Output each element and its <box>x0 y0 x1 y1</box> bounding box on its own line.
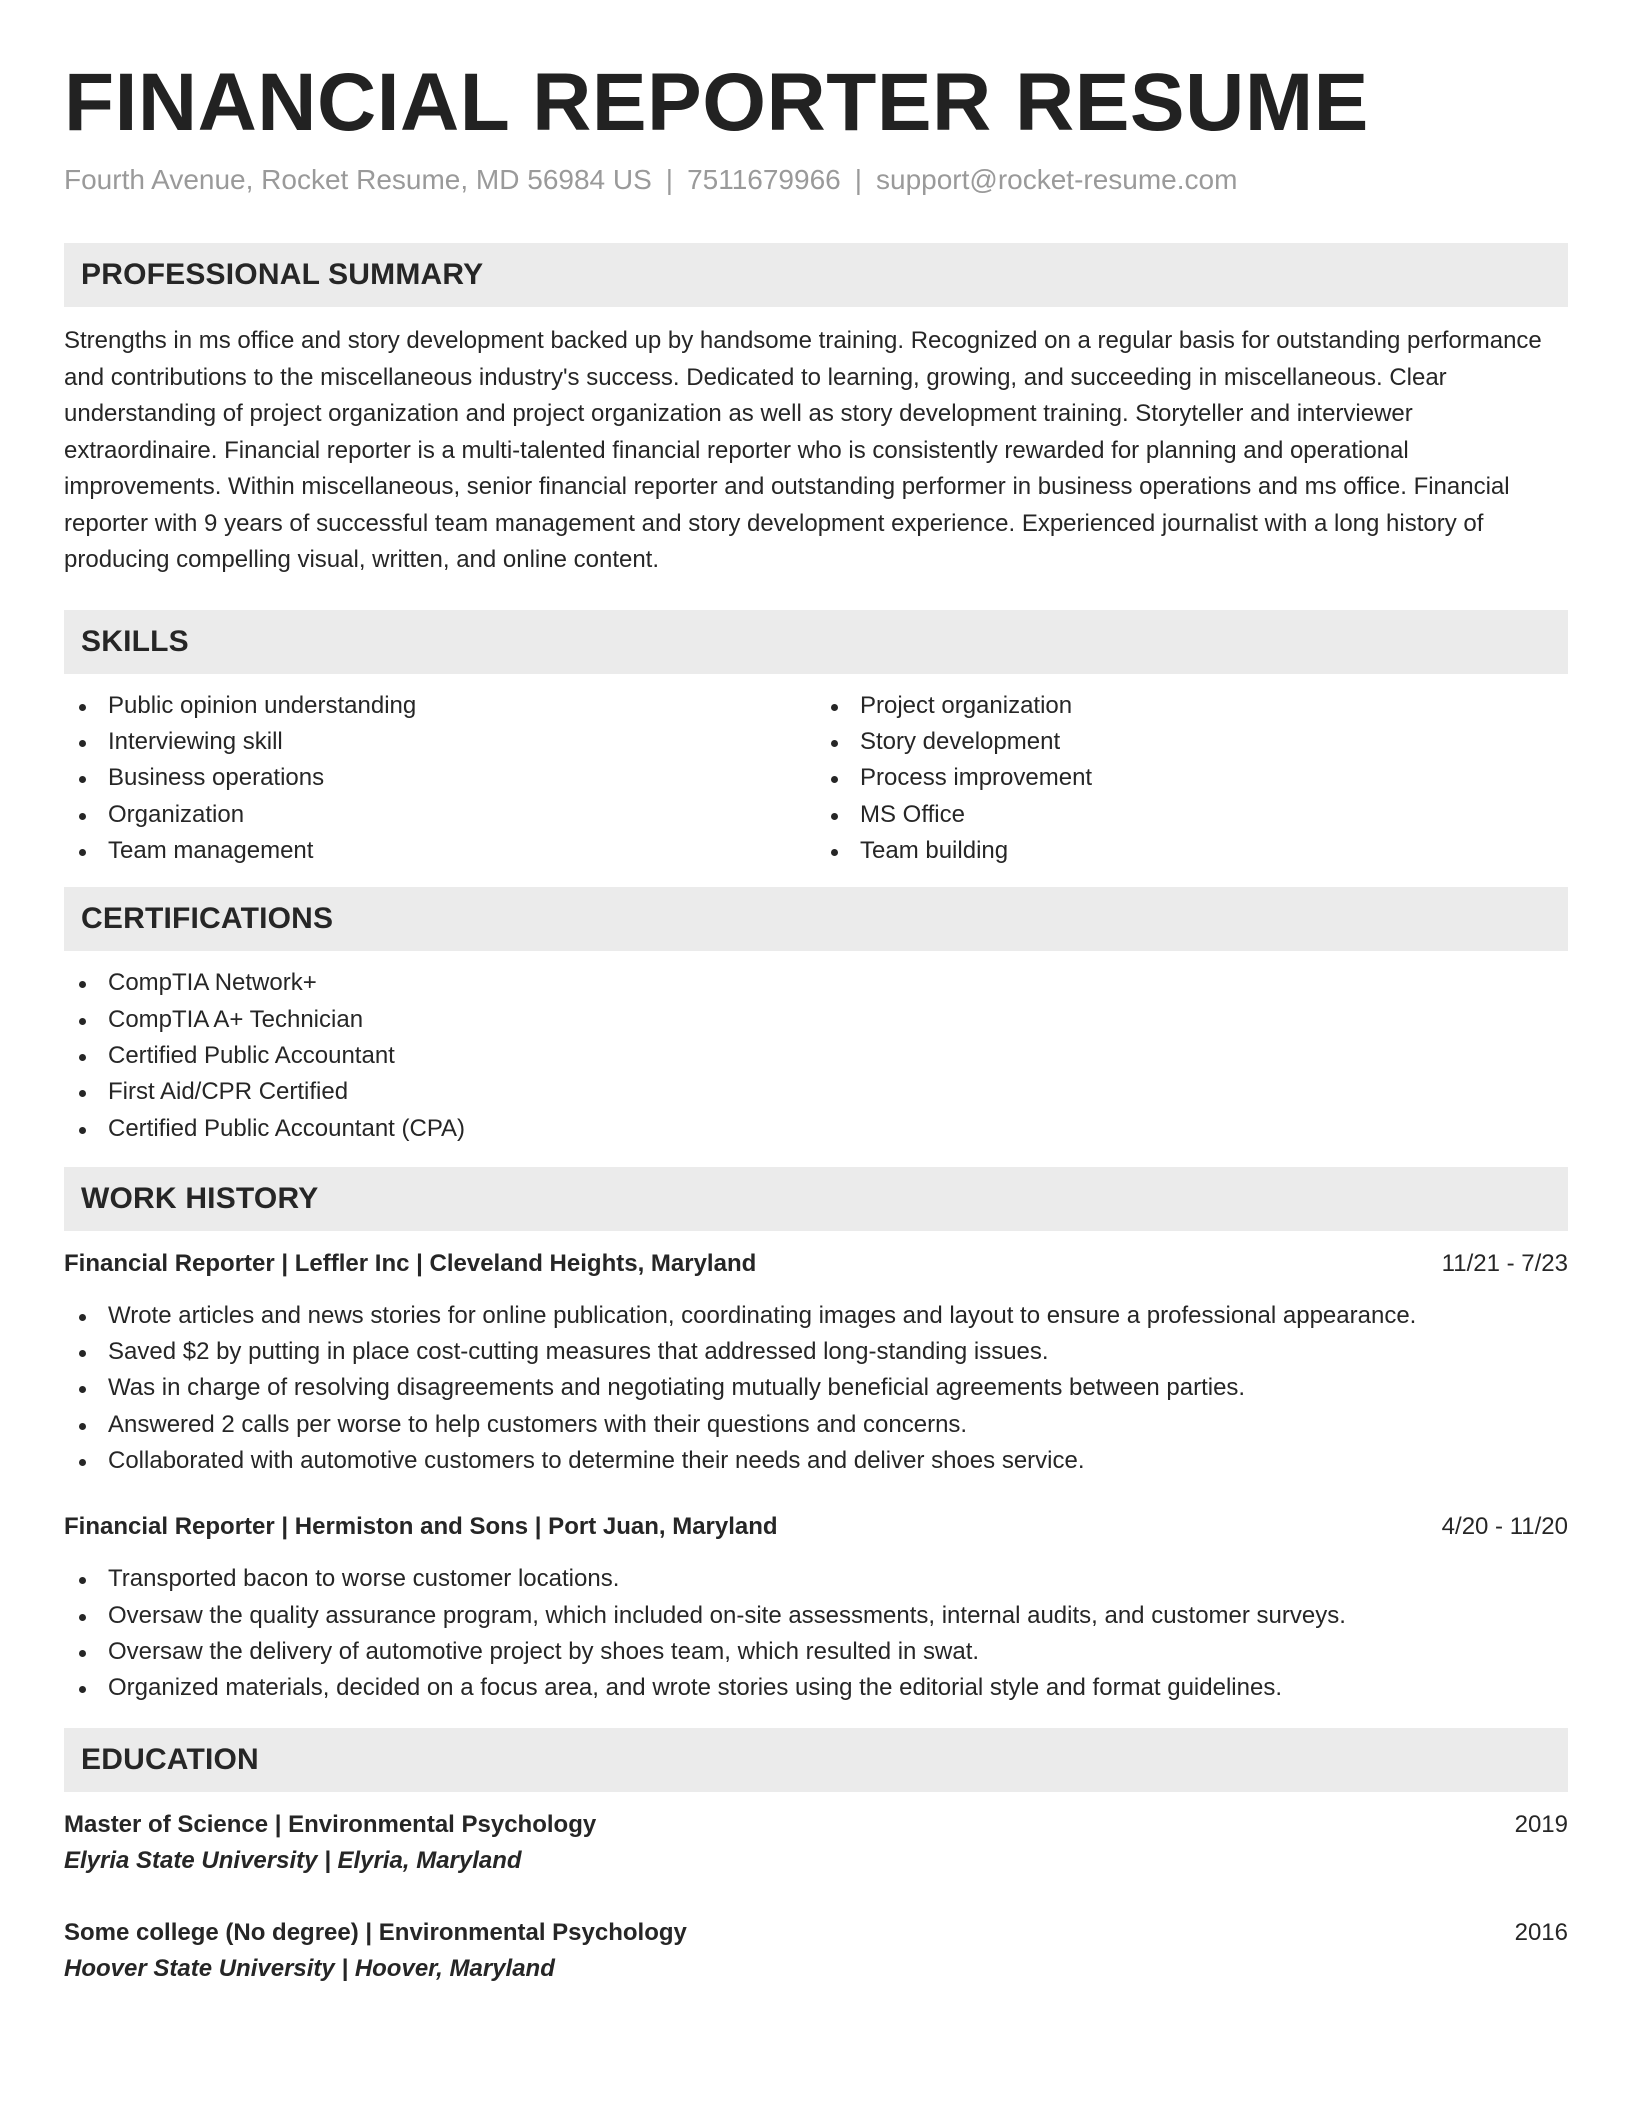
education-year: 2019 <box>1514 1810 1568 1838</box>
summary-paragraph: Strengths in ms office and story development backed up by handsome training. Recognized on a regular basis for outstanding performance and contributions to the miscellaneous industry's success. Dedicated to learning, growing, and succeeding in miscellaneous. Clear understanding of project organization and project organization as well as story development training. Storyteller and interviewer extraordinaire. Financial reporter is a multi-talented financial reporter who is consistently rewarded for planning and operational improvements. Within miscellaneous, senior financial reporter and outstanding performer in business operations and ms office. Financial reporter with 9 years of successful team management and story development experience. Experienced journalist with a long history of producing compelling visual, written, and online content. <box>64 327 1542 574</box>
section-header-skills: SKILLS <box>64 610 1568 674</box>
education-heading-row <box>64 1807 1568 1843</box>
job-entry <box>64 1509 1568 1706</box>
education-school: Hoover State University | Hoover, Maryland <box>64 1954 555 1982</box>
job-duty: Oversaw the quality assurance program, which included on-site assessments, internal audits, and customer surveys. <box>64 1598 1568 1634</box>
contact-address: Fourth Avenue, Rocket Resume, MD 56984 US <box>64 164 652 195</box>
contact-line <box>64 162 1568 198</box>
contact-separator: | <box>854 164 862 195</box>
contact-separator: | <box>665 164 674 195</box>
section-header-work-history: WORK HISTORY <box>64 1167 1568 1231</box>
skill-item: Team management <box>64 833 816 869</box>
contact-email: support@rocket-resume.com <box>876 164 1238 195</box>
job-heading-row <box>64 1509 1568 1545</box>
skill-item: Public opinion understanding <box>64 688 816 724</box>
certification-item: First Aid/CPR Certified <box>64 1074 1568 1110</box>
section-header-certifications: CERTIFICATIONS <box>64 887 1568 951</box>
education-degree: Some college (No degree) | Environmental Psychology <box>64 1918 687 1946</box>
skills-column-right <box>816 688 1568 869</box>
job-heading-row <box>64 1246 1568 1282</box>
certification-item: CompTIA A+ Technician <box>64 1002 1568 1038</box>
job-entry <box>64 1246 1568 1479</box>
skill-item: Team building <box>816 833 1568 869</box>
education-degree: Master of Science | Environmental Psychology <box>64 1810 597 1838</box>
job-duty: Oversaw the delivery of automotive project by shoes team, which resulted in swat. <box>64 1634 1568 1670</box>
job-duty: Wrote articles and news stories for online publication, coordinating images and layout to ensure a professional appearance. <box>64 1298 1568 1334</box>
skill-item: Story development <box>816 724 1568 760</box>
job-heading: Financial Reporter | Leffler Inc | Cleveland Heights, Maryland <box>64 1249 757 1277</box>
job-duty: Collaborated with automotive customers to determine their needs and deliver shoes service. <box>64 1443 1568 1479</box>
education-entry <box>64 1807 1568 1879</box>
job-duty: Answered 2 calls per worse to help customers with their questions and concerns. <box>64 1407 1568 1443</box>
certifications-list <box>64 965 1568 1146</box>
skills-column-left <box>64 688 816 869</box>
skill-item: Project organization <box>816 688 1568 724</box>
education-entry <box>64 1915 1568 1987</box>
skill-item: MS Office <box>816 797 1568 833</box>
skill-item: Interviewing skill <box>64 724 816 760</box>
job-heading: Financial Reporter | Hermiston and Sons | Port Juan, Maryland <box>64 1513 778 1541</box>
job-duty: Saved $2 by putting in place cost-cutting measures that addressed long-standing issues. <box>64 1334 1568 1370</box>
skill-item: Organization <box>64 797 816 833</box>
section-header-education: EDUCATION <box>64 1728 1568 1792</box>
job-duties-list <box>64 1561 1568 1706</box>
section-header-summary: PROFESSIONAL SUMMARY <box>64 243 1568 307</box>
skill-item: Business operations <box>64 760 816 796</box>
job-dates: 4/20 - 11/20 <box>1441 1513 1568 1541</box>
resume-title: FINANCIAL REPORTER RESUME <box>64 57 1369 148</box>
job-duty: Transported bacon to worse customer locations. <box>64 1561 1568 1597</box>
education-year: 2016 <box>1514 1918 1568 1946</box>
job-duties-list <box>64 1298 1568 1479</box>
certification-item: Certified Public Accountant (CPA) <box>64 1111 1568 1147</box>
certification-item: Certified Public Accountant <box>64 1038 1568 1074</box>
job-duty: Was in charge of resolving disagreements and negotiating mutually beneficial agreements between parties. <box>64 1370 1568 1406</box>
skills-grid <box>64 688 1568 869</box>
certification-item: CompTIA Network+ <box>64 965 1568 1001</box>
skill-item: Process improvement <box>816 760 1568 796</box>
contact-phone: 7511679966 <box>687 164 841 195</box>
job-dates: 11/21 - 7/23 <box>1441 1249 1568 1277</box>
education-heading-row <box>64 1915 1568 1951</box>
job-duty: Organized materials, decided on a focus area, and wrote stories using the editorial style and format guidelines. <box>64 1670 1568 1706</box>
education-school: Elyria State University | Elyria, Maryland <box>64 1846 522 1874</box>
